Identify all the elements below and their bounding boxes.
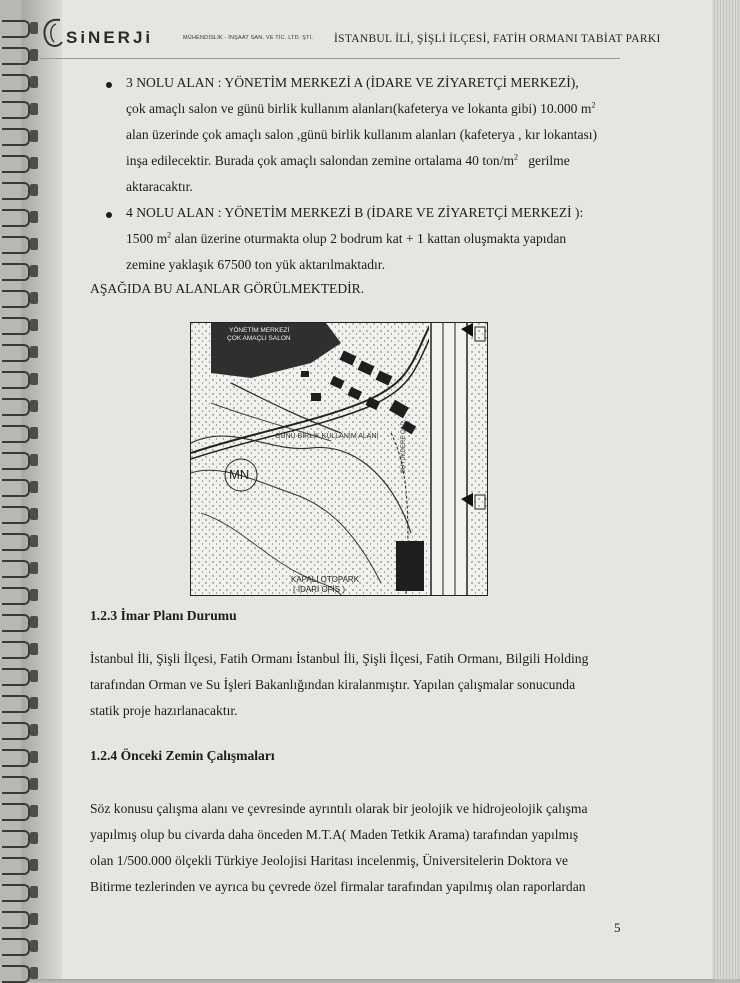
binding-ring [2, 911, 30, 929]
page-number: 5 [614, 920, 621, 935]
binding-hole [30, 805, 38, 817]
binding-ring [2, 290, 30, 308]
bullet-1-line-5: aktaracaktır. [126, 179, 193, 194]
binding-ring [2, 965, 30, 983]
binding-ring [2, 533, 30, 551]
binding-ring [2, 884, 30, 902]
binding-ring [2, 560, 30, 578]
map-label-parking: KAPALI OTOPARK [291, 575, 360, 584]
binding-hole [30, 886, 38, 898]
binding-ring [2, 344, 30, 362]
binding-hole [30, 427, 38, 439]
bullet-2-line-3: zemine yaklaşık 67500 ton yük aktarılmaktadır. [126, 257, 385, 272]
binding-hole [30, 454, 38, 466]
binding-hole [30, 400, 38, 412]
map-label-dayuse: GÜNÜ BİRLİK KULLANIM ALANI [275, 433, 379, 440]
binding-ring [2, 506, 30, 524]
binding-hole [30, 211, 38, 223]
binding-ring [2, 371, 30, 389]
binding-hole [30, 184, 38, 196]
page-stack-edge [712, 0, 740, 979]
binding-ring [2, 614, 30, 632]
logo-text: SiNERJi [66, 28, 154, 47]
zemin-line-4: Bitirme tezlerinden ve ayrıca bu çevrede özel firmalar tarafından yapılmış olan raporlardan [90, 879, 586, 894]
bullet-dot [106, 82, 112, 88]
page-header [38, 16, 661, 56]
binding-ring [2, 209, 30, 227]
binding-hole [30, 346, 38, 358]
binding-ring [2, 776, 30, 794]
binding-ring [2, 803, 30, 821]
binding-ring [2, 938, 30, 956]
bullet-2-line-2: 1500 $m^2$ alan üzerine oturmakta olup 2 bodrum kat + 1 kattan oluşmakta yapıdan [126, 230, 567, 246]
site-map-drawing [191, 323, 487, 595]
site-map-figure [190, 322, 488, 596]
binding-hole [30, 778, 38, 790]
imar-line-2: tarafından Orman ve Su İşleri Bakanlığından kiralanmıştır. Yapılan çalışmalar sonucunda [90, 677, 576, 692]
bullet-dot [106, 212, 112, 218]
header-divider [40, 58, 620, 59]
binding-ring [2, 47, 30, 65]
binding-hole [30, 373, 38, 385]
binding-ring [2, 695, 30, 713]
imar-line-1: İstanbul İli, Şişli İlçesi, Fatih Ormanı İstanbul İli, Şişli İlçesi, Fatih Ormanı, Bilgili Holding [90, 651, 589, 666]
binding-hole [30, 22, 38, 34]
sinerji-logo-icon [38, 16, 68, 50]
bullet-2-line-1: 4 NOLU ALAN : YÖNETİM MERKEZİ B (İDARE VE ZİYARETÇİ MERKEZİ ): [126, 205, 584, 220]
binding-ring [2, 128, 30, 146]
bullet-1-line-1: 3 NOLU ALAN : YÖNETİM MERKEZİ A (İDARE VE ZİYARETÇİ MERKEZİ), [126, 75, 579, 90]
binding-hole [30, 481, 38, 493]
binding-ring [2, 641, 30, 659]
binding-hole [30, 589, 38, 601]
binding-hole [30, 832, 38, 844]
binding-hole [30, 238, 38, 250]
binding-ring [2, 668, 30, 686]
binding-hole [30, 130, 38, 142]
zemin-line-3: olan 1/500.000 ölçekli Türkiye Jeolojisi Haritası incelenmiş, Üniversitelerin Doktora ve [90, 853, 569, 868]
binding-ring [2, 722, 30, 740]
bullet-1-line-4: inşa edilecektir. Burada çok amaçlı salondan zemine ortalama 40 ton/$m^2$ gerilme [126, 152, 570, 168]
binding-ring [2, 20, 30, 38]
binding-ring [2, 101, 30, 119]
binding-ring [2, 587, 30, 605]
map-label-hall: ÇOK AMAÇLI SALON [227, 335, 291, 342]
zemin-line-1: Söz konusu çalışma alanı ve çevresinde ayrıntılı olarak bir jeolojik ve hidrojeolojik çalışma [90, 801, 588, 816]
binding-hole [30, 49, 38, 61]
binding-ring [2, 74, 30, 92]
binding-ring [2, 317, 30, 335]
binding-ring [2, 452, 30, 470]
binding-hole [30, 751, 38, 763]
zemin-line-2: yapılmış olup bu civarda daha önceden M.T.A( Maden Tetkik Arama) tarafından yapılmış [90, 827, 579, 842]
map-label-management: YÖNETİM MERKEZİ [229, 327, 290, 334]
bullet-1-line-2: çok amaçlı salon ve günü birlik kullanım alanları(kafeterya ve lokanta gibi) 10.000 $m^2$ [126, 100, 596, 116]
map-label-mn: MN [229, 467, 250, 482]
imar-line-3: statik proje hazırlanacaktır. [90, 703, 238, 718]
binding-ring [2, 830, 30, 848]
binding-hole [30, 967, 38, 979]
binding-ring [2, 182, 30, 200]
section-heading-zemin: 1.2.4 Önceki Zemin Çalışmaları [90, 748, 275, 763]
binding-hole [30, 697, 38, 709]
binding-hole [30, 508, 38, 520]
binding-hole [30, 913, 38, 925]
section-heading-imar: 1.2.3 İmar Planı Durumu [90, 608, 237, 623]
binding-ring [2, 857, 30, 875]
binding-hole [30, 616, 38, 628]
logo-subtitle: MÜHENDİSLİK - İNŞAAT SAN. VE TİC. LTD. ŞTİ. [183, 35, 314, 41]
binding-hole [30, 76, 38, 88]
binding-hole [30, 562, 38, 574]
binding-hole [30, 724, 38, 736]
binding-hole [30, 319, 38, 331]
binding-ring [2, 425, 30, 443]
binding-ring [2, 479, 30, 497]
binding-hole [30, 292, 38, 304]
intro-line: AŞAĞIDA BU ALANLAR GÖRÜLMEKTEDİR. [90, 281, 365, 296]
binding-hole [30, 670, 38, 682]
map-label-road: BÜYÜKDERE CAD. [401, 419, 407, 473]
binding-ring [2, 263, 30, 281]
binding-ring [2, 236, 30, 254]
binding-ring [2, 749, 30, 767]
binding-hole [30, 265, 38, 277]
bullet-1-line-3: alan üzerinde çok amaçlı salon ,günü birlik kullanım alanları (kafeterya , kır lokantası) [126, 127, 598, 142]
binding-hole [30, 859, 38, 871]
binding-ring [2, 155, 30, 173]
binding-hole [30, 157, 38, 169]
header-title: İSTANBUL İLİ, ŞİŞLİ İLÇESİ, FATİH ORMANI TABİAT PARKI [334, 33, 661, 45]
binding-hole [30, 643, 38, 655]
binding-ring [2, 398, 30, 416]
binding-hole [30, 940, 38, 952]
map-label-office: ( İDARİ OFİS ) [293, 585, 345, 594]
binding-hole [30, 535, 38, 547]
binding-hole [30, 103, 38, 115]
